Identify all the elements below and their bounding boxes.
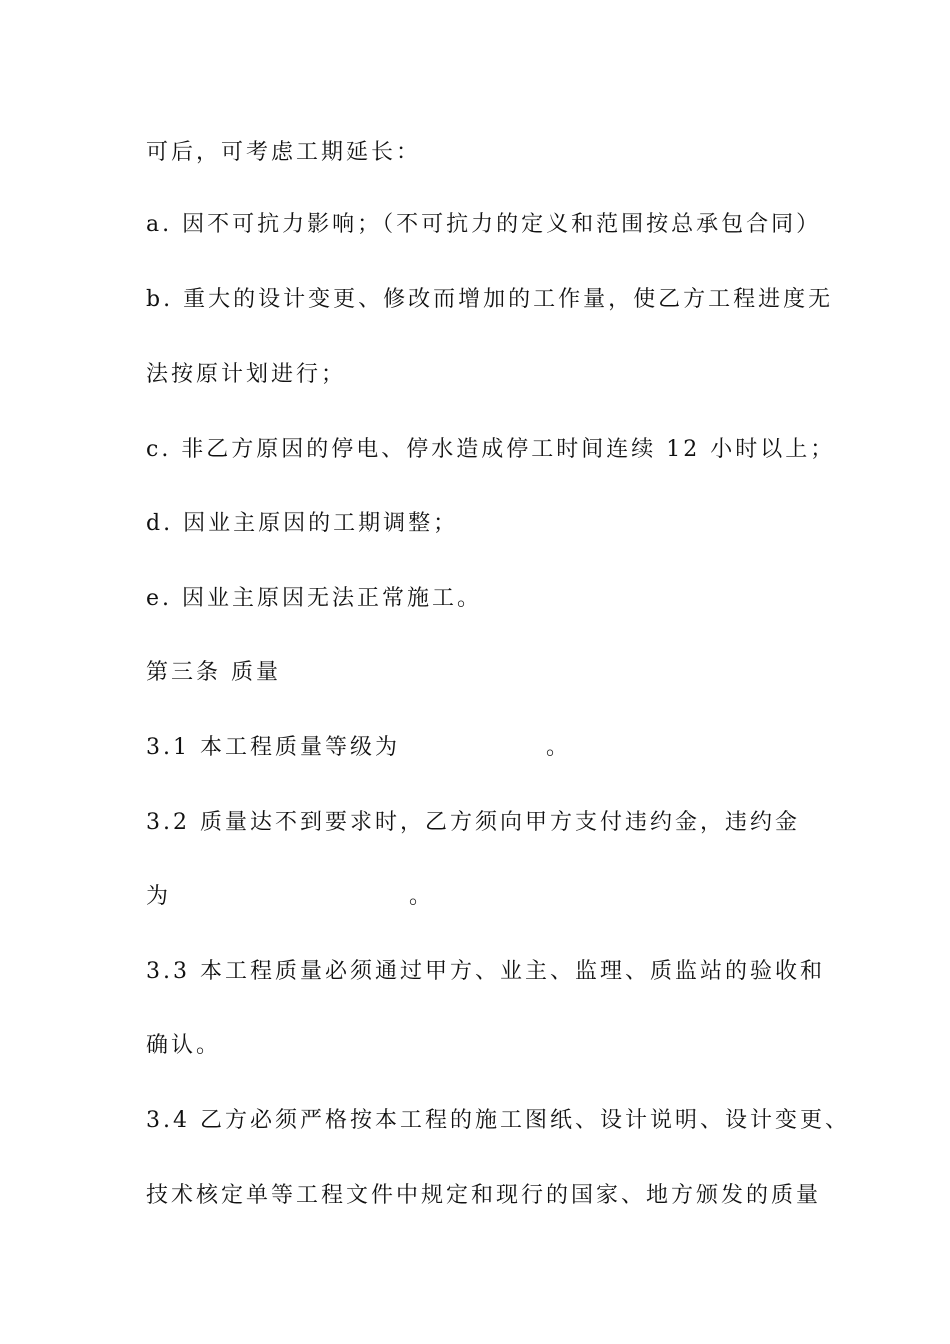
clause-3-1-end: 。 — [545, 735, 571, 760]
list-item-a: a. 因不可抗力影响；（不可抗力的定义和范围按总承包合同） — [146, 212, 822, 237]
clause-3-2: 3.2 质量达不到要求时，乙方须向甲方支付违约金，违约金 — [146, 810, 800, 835]
list-item-e: e. 因业主原因无法正常施工。 — [146, 586, 483, 611]
clause-3-1-text: 3.1 本工程质量等级为 — [146, 735, 400, 760]
clause-3-2-text: 为 — [146, 884, 172, 909]
paragraph-line: 可后，可考虑工期延长： — [146, 140, 422, 165]
list-item-b: b. 重大的设计变更、修改而增加的工作量，使乙方工程进度无 — [146, 287, 834, 312]
section-heading-quality: 第三条 质量 — [146, 660, 281, 685]
clause-3-4: 3.4 乙方必须严格按本工程的施工图纸、设计说明、设计变更、 — [146, 1108, 850, 1133]
list-item-b-continued: 法按原计划进行； — [146, 362, 347, 387]
list-item-d: d. 因业主原因的工期调整； — [146, 511, 459, 536]
clause-3-2-end: 。 — [409, 884, 435, 909]
clause-3-3-continued: 确认。 — [146, 1033, 222, 1058]
clause-3-2-continued — [146, 882, 434, 912]
clause-3-1 — [146, 733, 571, 763]
list-item-c: c. 非乙方原因的停电、停水造成停工时间连续 12 小时以上； — [146, 437, 836, 462]
clause-3-4-continued: 技术核定单等工程文件中规定和现行的国家、地方颁发的质量 — [146, 1183, 822, 1208]
clause-3-3: 3.3 本工程质量必须通过甲方、业主、监理、质监站的验收和 — [146, 959, 825, 984]
